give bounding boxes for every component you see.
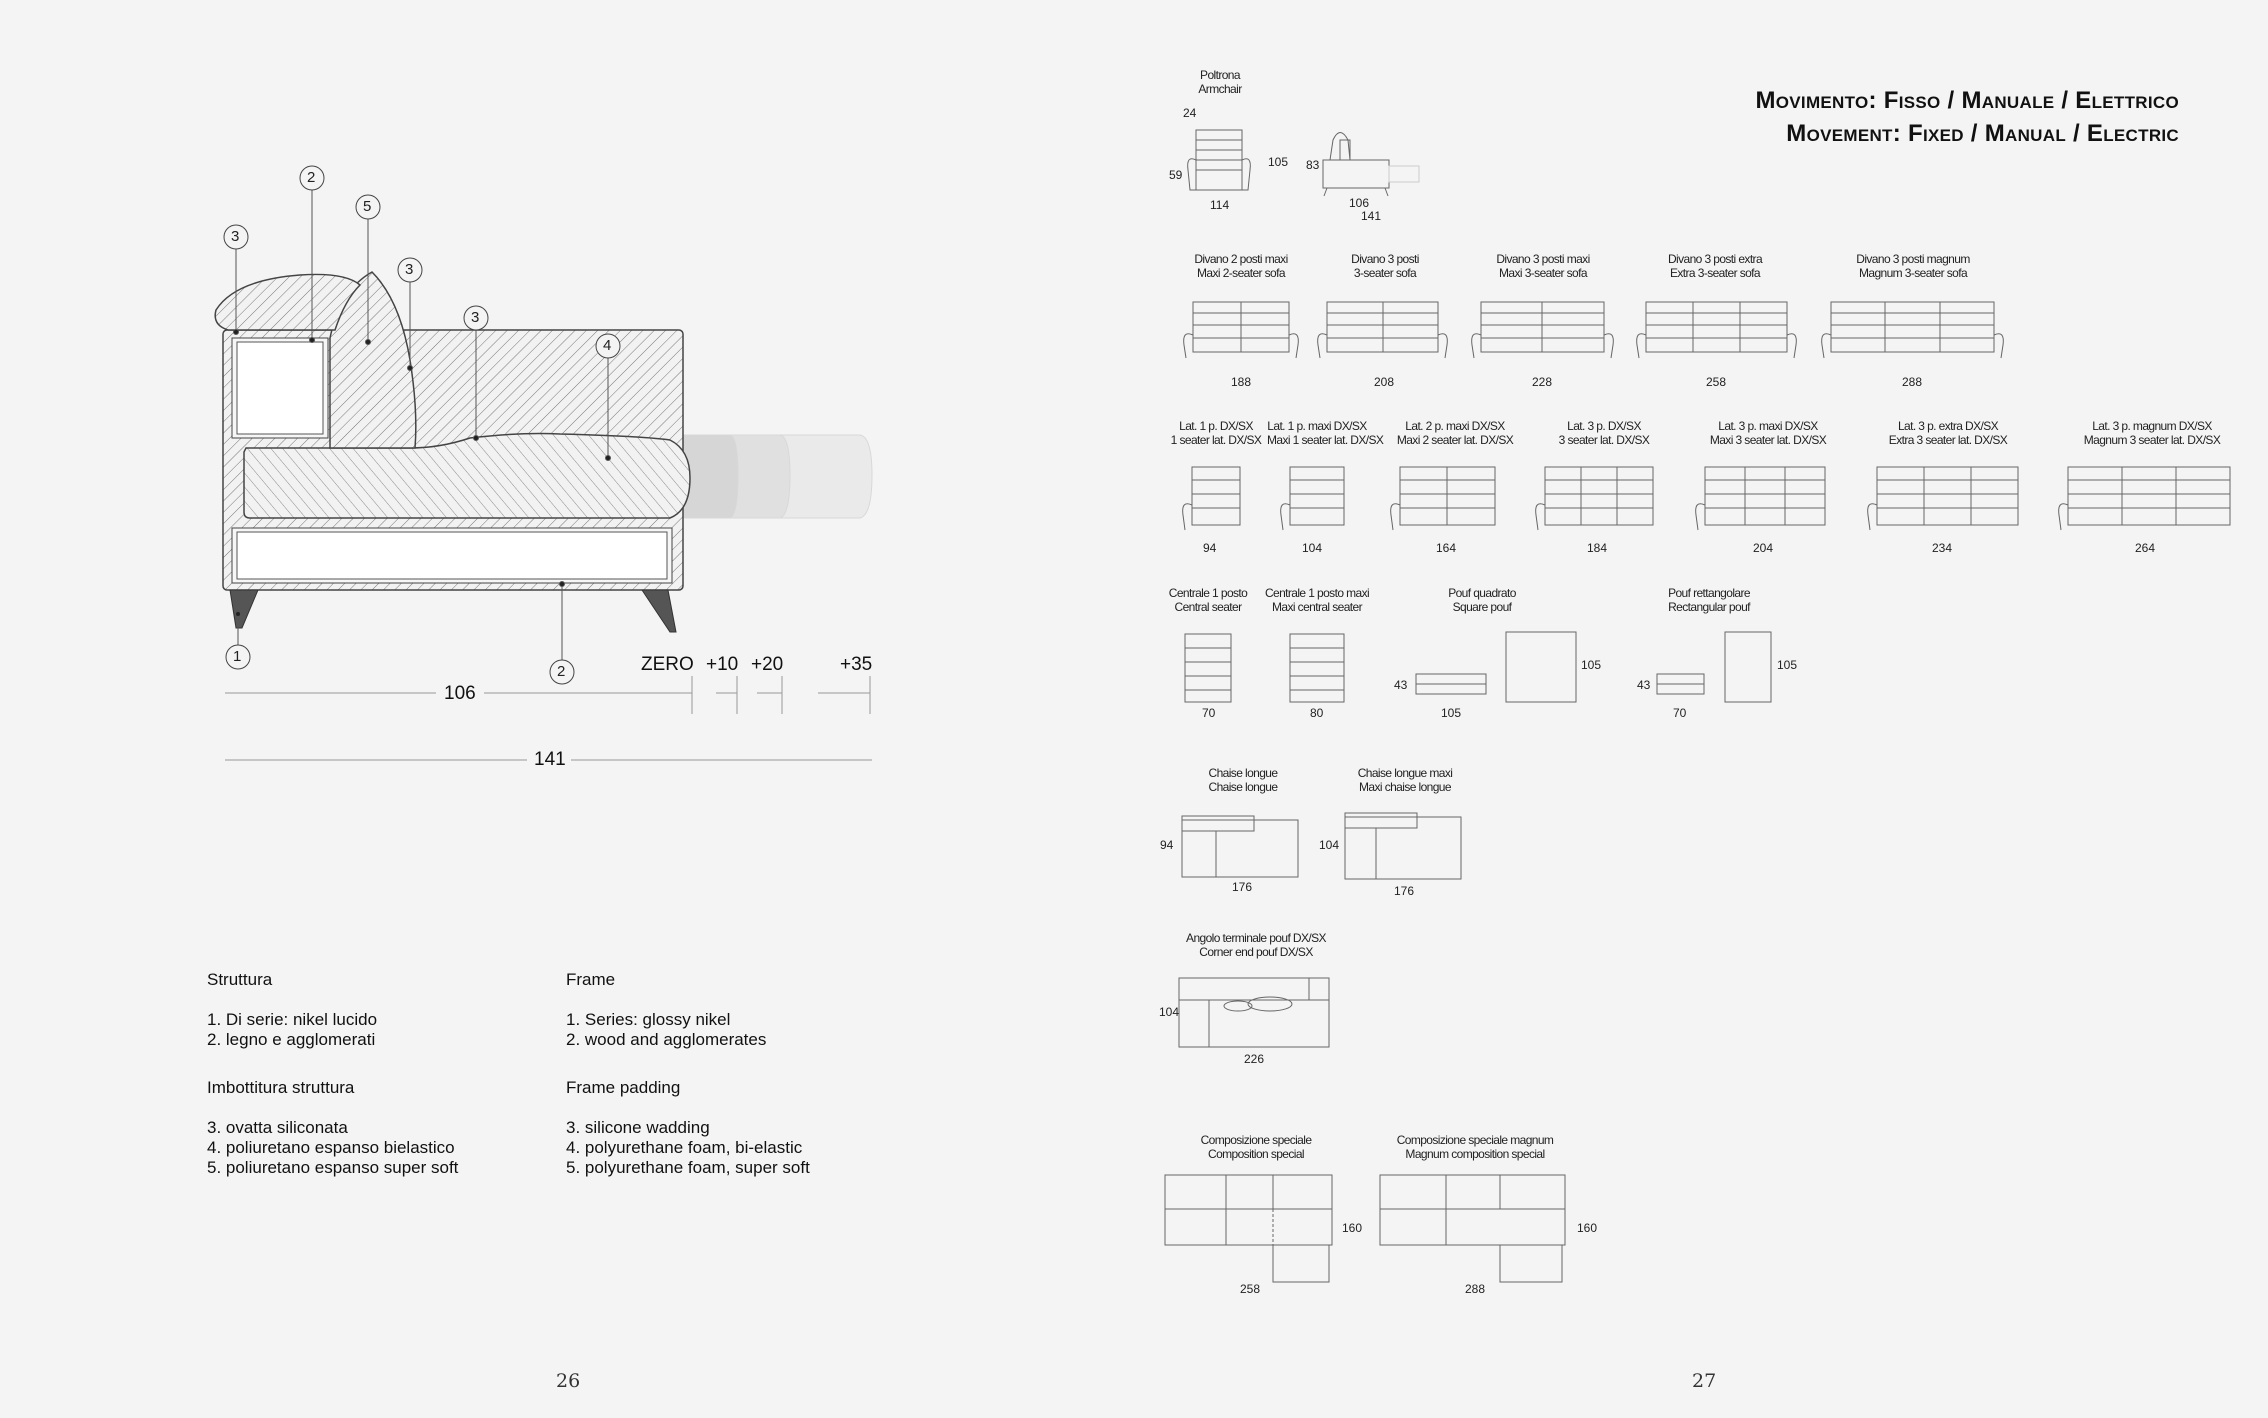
lateral-1-title-en: 1 seater lat. DX/SX	[1170, 433, 1262, 447]
central-1-width: 70	[1202, 706, 1216, 720]
armchair-title	[1190, 68, 1250, 96]
lateral-2-title-it: Lat. 1 p. maxi DX/SX	[1267, 419, 1367, 433]
sofa-5-width: 288	[1902, 375, 1923, 389]
pouf-1-depth: 105	[1581, 658, 1602, 672]
recline-10: +10	[706, 654, 739, 675]
central-1-title	[1158, 586, 1258, 614]
special-2-title-it: Composizione speciale magnum	[1396, 1133, 1554, 1147]
sofa-2-title-en: 3-seater sofa	[1353, 266, 1417, 280]
pouf-2-title	[1654, 586, 1764, 614]
depth-141: 141	[534, 749, 566, 770]
sofa-2-width: 208	[1374, 375, 1395, 389]
central-drawings	[1185, 634, 1344, 702]
lateral-5-width: 204	[1753, 541, 1774, 555]
legend-it-item-1: 1. Di serie: nikel lucido	[207, 1010, 378, 1029]
lateral-4-title-it: Lat. 3 p. DX/SX	[1567, 419, 1641, 433]
armchair-title-it: Poltrona	[1200, 68, 1240, 82]
legend-en-item-2: 2. wood and agglomerates	[566, 1030, 767, 1049]
corner-title-en: Corner end pouf DX/SX	[1199, 945, 1313, 959]
sofa-2-title-it: Divano 3 posti	[1351, 252, 1419, 266]
legend-en-item-1: 1. Series: glossy nikel	[566, 1010, 731, 1029]
callout-4: 4	[603, 337, 612, 354]
lateral-5-title-it: Lat. 3 p. maxi DX/SX	[1718, 419, 1818, 433]
legend-it-title-padding: Imbottitura struttura	[207, 1078, 355, 1097]
legend-it-title-structure: Struttura	[207, 970, 273, 989]
sofa-3-title-it: Divano 3 posti maxi	[1496, 252, 1590, 266]
chaise-1-depth: 94	[1160, 838, 1174, 852]
sofa-1-title-en: Maxi 2-seater sofa	[1197, 266, 1285, 280]
special-1-title	[1186, 1133, 1326, 1161]
chaise-2-title-en: Maxi chaise longue	[1359, 780, 1451, 794]
special-drawings	[1165, 1175, 1565, 1282]
lateral-7-title	[2077, 419, 2227, 447]
page-number-left: 26	[556, 1370, 581, 1392]
movement-heading-en: Movement: Fixed / Manual / Electric	[1786, 120, 2179, 147]
legend-en-title-frame: Frame	[566, 970, 616, 989]
special-2-title-en: Magnum composition special	[1405, 1147, 1545, 1161]
sofa-1-title	[1181, 252, 1301, 280]
lateral-row-drawings	[1183, 467, 2230, 530]
chaise-1-width: 176	[1232, 880, 1253, 894]
sofa-5-title	[1848, 252, 1978, 280]
legend-en-item-5: 5. polyurethane foam, super soft	[566, 1158, 810, 1177]
central-2-title	[1262, 586, 1372, 614]
recline-20: +20	[751, 654, 784, 675]
pouf-1-width: 105	[1441, 706, 1462, 720]
sofa-1-title-it: Divano 2 posti maxi	[1194, 252, 1288, 266]
corner-title	[1176, 931, 1336, 959]
pouf-1-title-en: Square pouf	[1452, 600, 1512, 614]
legend-it-item-5: 5. poliuretano espanso super soft	[207, 1158, 459, 1177]
sofa-1-width: 188	[1231, 375, 1252, 389]
chaise-2-title	[1345, 766, 1465, 794]
special-1-depth: 160	[1342, 1221, 1363, 1235]
movement-heading-it: Movimento: Fisso / Manuale / Elettrico	[1755, 87, 2179, 114]
special-2-title	[1385, 1133, 1565, 1161]
sofa-3-title	[1483, 252, 1603, 280]
pouf-1-height: 43	[1394, 678, 1408, 692]
chaise-2-title-it: Chaise longue maxi	[1357, 766, 1453, 780]
corner-depth: 104	[1159, 1005, 1180, 1019]
sofa-row-drawings	[1184, 302, 2004, 358]
central-1-title-en: Central seater	[1174, 600, 1242, 614]
lateral-1-title-it: Lat. 1 p. DX/SX	[1179, 419, 1253, 433]
central-1-title-it: Centrale 1 posto	[1168, 586, 1248, 600]
pouf-2-title-it: Pouf rettangolare	[1668, 586, 1750, 600]
sofa-3-width: 228	[1532, 375, 1553, 389]
callout-2b: 2	[557, 663, 566, 680]
lateral-3-width: 164	[1436, 541, 1457, 555]
lateral-6-title	[1878, 419, 2018, 447]
callout-1: 1	[233, 648, 242, 665]
lateral-2-title-en: Maxi 1 seater lat. DX/SX	[1267, 433, 1384, 447]
chaise-1-title	[1183, 766, 1303, 794]
armchair-dim-59: 59	[1169, 168, 1183, 182]
armchair-dim-83: 83	[1306, 158, 1320, 172]
central-2-title-it: Centrale 1 posto maxi	[1264, 586, 1370, 600]
lateral-6-width: 234	[1932, 541, 1953, 555]
lateral-7-title-en: Magnum 3 seater lat. DX/SX	[2083, 433, 2221, 447]
armchair-dim-24: 24	[1183, 106, 1197, 120]
lateral-2-width: 104	[1302, 541, 1323, 555]
lateral-7-width: 264	[2135, 541, 2156, 555]
pouf-1-title	[1427, 586, 1537, 614]
lateral-3-title-en: Maxi 2 seater lat. DX/SX	[1396, 433, 1514, 447]
corner-title-it: Angolo terminale pouf DX/SX	[1186, 931, 1326, 945]
recline-35: +35	[840, 654, 873, 675]
legend-en-item-4: 4. polyurethane foam, bi-elastic	[566, 1138, 803, 1157]
recline-zero: ZERO	[641, 654, 694, 675]
callout-3b: 3	[405, 261, 414, 278]
callout-2a: 2	[307, 169, 316, 186]
armchair-dim-105: 105	[1268, 155, 1289, 169]
chaise-1-title-it: Chaise longue	[1208, 766, 1278, 780]
lateral-1-width: 94	[1203, 541, 1217, 555]
legend-en-item-3: 3. silicone wadding	[566, 1118, 710, 1137]
pouf-2-height: 43	[1637, 678, 1651, 692]
special-1-title-it: Composizione speciale	[1200, 1133, 1312, 1147]
lateral-4-width: 184	[1587, 541, 1608, 555]
corner-drawing	[1179, 978, 1329, 1047]
armchair-front	[1188, 130, 1251, 190]
legend-it-item-4: 4. poliuretano espanso bielastico	[207, 1138, 455, 1157]
sofa-4-title-en: Extra 3-seater sofa	[1670, 266, 1760, 280]
callout-3a: 3	[231, 228, 240, 245]
sofa-2-title	[1325, 252, 1445, 280]
depth-106: 106	[444, 683, 476, 704]
sofa-4-title-it: Divano 3 posti extra	[1667, 252, 1763, 266]
pouf-2-depth: 105	[1777, 658, 1798, 672]
lateral-4-title	[1544, 419, 1664, 447]
legend-it-item-3: 3. ovatta siliconata	[207, 1118, 348, 1137]
sofa-3-title-en: Maxi 3-seater sofa	[1499, 266, 1587, 280]
chaise-2-width: 176	[1394, 884, 1415, 898]
armchair-dim-114: 114	[1210, 198, 1230, 212]
page-number-right: 27	[1692, 1370, 1717, 1392]
sofa-5-title-it: Divano 3 posti magnum	[1856, 252, 1970, 266]
callout-5: 5	[363, 198, 372, 215]
special-2-width: 288	[1465, 1282, 1486, 1296]
armchair-dim-106: 106	[1349, 196, 1370, 210]
legend-en-title-padding: Frame padding	[566, 1078, 681, 1097]
sofa-5-title-en: Magnum 3-seater sofa	[1858, 266, 1968, 280]
sofa-4-title	[1655, 252, 1775, 280]
corner-width: 226	[1244, 1052, 1265, 1066]
lateral-4-title-en: 3 seater lat. DX/SX	[1558, 433, 1650, 447]
lateral-5-title-en: Maxi 3 seater lat. DX/SX	[1709, 433, 1827, 447]
lateral-2-title	[1267, 419, 1384, 447]
central-2-title-en: Maxi central seater	[1272, 600, 1362, 614]
legend-it-item-2: 2. legno e agglomerati	[207, 1030, 376, 1049]
lateral-3-title-it: Lat. 2 p. maxi DX/SX	[1405, 419, 1505, 433]
pouf-1-title-it: Pouf quadrato	[1448, 586, 1516, 600]
lateral-5-title	[1703, 419, 1833, 447]
chaise-2-depth: 104	[1319, 838, 1340, 852]
armchair-dim-141: 141	[1361, 209, 1382, 223]
lateral-3-title	[1395, 419, 1515, 447]
chaise-1-title-en: Chaise longue	[1208, 780, 1278, 794]
pouf-2-width: 70	[1673, 706, 1687, 720]
armchair-side	[1323, 133, 1419, 197]
lateral-6-title-en: Extra 3 seater lat. DX/SX	[1888, 433, 2008, 447]
lateral-6-title-it: Lat. 3 p. extra DX/SX	[1897, 419, 1999, 433]
lateral-7-title-it: Lat. 3 p. magnum DX/SX	[2092, 419, 2212, 433]
callout-3c: 3	[471, 309, 480, 326]
lateral-1-title	[1166, 419, 1266, 447]
pouf-2-title-en: Rectangular pouf	[1668, 600, 1750, 614]
special-1-width: 258	[1240, 1282, 1261, 1296]
special-1-title-en: Composition special	[1208, 1147, 1304, 1161]
sofa-4-width: 258	[1706, 375, 1727, 389]
central-2-width: 80	[1310, 706, 1324, 720]
special-2-depth: 160	[1577, 1221, 1598, 1235]
armchair-title-en: Armchair	[1198, 82, 1242, 96]
